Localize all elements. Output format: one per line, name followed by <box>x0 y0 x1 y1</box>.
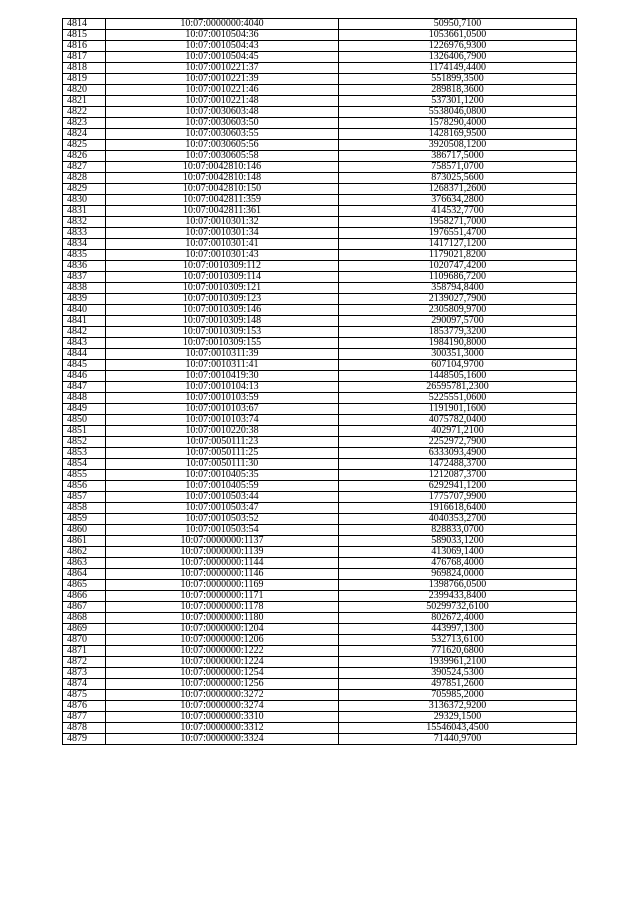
table-row <box>63 701 577 712</box>
row-number-cell: 4814 <box>63 19 106 30</box>
cadastral-number-cell: 10:07:0000000:3272 <box>106 690 339 701</box>
cadastral-number-cell: 10:07:0010103:74 <box>106 415 339 426</box>
cadastral-number-cell: 10:07:0010503:47 <box>106 503 339 514</box>
value-cell: 873025,5600 <box>339 173 577 184</box>
table-row <box>63 415 577 426</box>
table-row <box>63 162 577 173</box>
value-cell: 2399433,8400 <box>339 591 577 602</box>
value-cell: 50299732,6100 <box>339 602 577 613</box>
row-number-cell: 4824 <box>63 129 106 140</box>
table-row <box>63 668 577 679</box>
row-number-cell: 4833 <box>63 228 106 239</box>
row-number-cell: 4877 <box>63 712 106 723</box>
row-number-cell: 4823 <box>63 118 106 129</box>
table-row <box>63 151 577 162</box>
value-cell: 4040353,2700 <box>339 514 577 525</box>
table-row <box>63 239 577 250</box>
row-number-cell: 4861 <box>63 536 106 547</box>
cadastral-number-cell: 10:07:0010301:32 <box>106 217 339 228</box>
row-number-cell: 4832 <box>63 217 106 228</box>
row-number-cell: 4856 <box>63 481 106 492</box>
cadastral-number-cell: 10:07:0000000:1178 <box>106 602 339 613</box>
cadastral-number-cell: 10:07:0050111:23 <box>106 437 339 448</box>
cadastral-number-cell: 10:07:0000000:1204 <box>106 624 339 635</box>
cadastral-number-cell: 10:07:0030605:56 <box>106 140 339 151</box>
cadastral-value-table <box>62 18 577 745</box>
table-row <box>63 591 577 602</box>
value-cell: 497851,2600 <box>339 679 577 690</box>
value-cell: 6333093,4900 <box>339 448 577 459</box>
row-number-cell: 4847 <box>63 382 106 393</box>
value-cell: 1976551,4700 <box>339 228 577 239</box>
value-cell: 6292941,1200 <box>339 481 577 492</box>
value-cell: 2305809,9700 <box>339 305 577 316</box>
table-row <box>63 173 577 184</box>
value-cell: 1212087,3700 <box>339 470 577 481</box>
row-number-cell: 4876 <box>63 701 106 712</box>
value-cell: 1398766,0500 <box>339 580 577 591</box>
table-row <box>63 613 577 624</box>
table-row <box>63 558 577 569</box>
row-number-cell: 4835 <box>63 250 106 261</box>
table-row <box>63 734 577 745</box>
table-row <box>63 327 577 338</box>
row-number-cell: 4860 <box>63 525 106 536</box>
cadastral-number-cell: 10:07:0000000:3324 <box>106 734 339 745</box>
table-row <box>63 547 577 558</box>
cadastral-number-cell: 10:07:0010301:43 <box>106 250 339 261</box>
row-number-cell: 4879 <box>63 734 106 745</box>
value-cell: 71440,9700 <box>339 734 577 745</box>
table-row <box>63 624 577 635</box>
cadastral-number-cell: 10:07:0010309:114 <box>106 272 339 283</box>
cadastral-number-cell: 10:07:0010103:67 <box>106 404 339 415</box>
value-cell: 1020747,4200 <box>339 261 577 272</box>
table-row <box>63 525 577 536</box>
row-number-cell: 4820 <box>63 85 106 96</box>
row-number-cell: 4829 <box>63 184 106 195</box>
cadastral-number-cell: 10:07:0010309:148 <box>106 316 339 327</box>
cadastral-number-cell: 10:07:0010301:41 <box>106 239 339 250</box>
value-cell: 1939961,2100 <box>339 657 577 668</box>
table-row <box>63 184 577 195</box>
table-row <box>63 338 577 349</box>
value-cell: 414532,7700 <box>339 206 577 217</box>
table-row <box>63 206 577 217</box>
table-row <box>63 437 577 448</box>
value-cell: 1916618,6400 <box>339 503 577 514</box>
row-number-cell: 4845 <box>63 360 106 371</box>
row-number-cell: 4842 <box>63 327 106 338</box>
cadastral-number-cell: 10:07:0010504:43 <box>106 41 339 52</box>
table-row <box>63 30 577 41</box>
cadastral-number-cell: 10:07:0030605:58 <box>106 151 339 162</box>
cadastral-number-cell: 10:07:0000000:1169 <box>106 580 339 591</box>
cadastral-number-cell: 10:07:0010309:155 <box>106 338 339 349</box>
table-row <box>63 679 577 690</box>
row-number-cell: 4838 <box>63 283 106 294</box>
table-row <box>63 272 577 283</box>
cadastral-number-cell: 10:07:0042811:359 <box>106 195 339 206</box>
row-number-cell: 4864 <box>63 569 106 580</box>
table-row <box>63 349 577 360</box>
value-cell: 1958271,7000 <box>339 217 577 228</box>
row-number-cell: 4837 <box>63 272 106 283</box>
value-cell: 386717,5000 <box>339 151 577 162</box>
cadastral-number-cell: 10:07:0000000:1180 <box>106 613 339 624</box>
table-row <box>63 602 577 613</box>
row-number-cell: 4863 <box>63 558 106 569</box>
row-number-cell: 4846 <box>63 371 106 382</box>
table-row <box>63 426 577 437</box>
table-row <box>63 635 577 646</box>
table-row <box>63 283 577 294</box>
cadastral-number-cell: 10:07:0030603:48 <box>106 107 339 118</box>
value-cell: 2139027,7900 <box>339 294 577 305</box>
cadastral-number-cell: 10:07:0000000:1146 <box>106 569 339 580</box>
value-cell: 607104,9700 <box>339 360 577 371</box>
cadastral-number-cell: 10:07:0010503:52 <box>106 514 339 525</box>
value-cell: 358794,8400 <box>339 283 577 294</box>
cadastral-number-cell: 10:07:0000000:1137 <box>106 536 339 547</box>
table-row <box>63 470 577 481</box>
row-number-cell: 4862 <box>63 547 106 558</box>
table-row <box>63 52 577 63</box>
row-number-cell: 4871 <box>63 646 106 657</box>
value-cell: 3920508,1200 <box>339 140 577 151</box>
row-number-cell: 4866 <box>63 591 106 602</box>
cadastral-number-cell: 10:07:0010309:146 <box>106 305 339 316</box>
table-row <box>63 96 577 107</box>
table-row <box>63 492 577 503</box>
table-row <box>63 404 577 415</box>
table-row <box>63 85 577 96</box>
row-number-cell: 4873 <box>63 668 106 679</box>
cadastral-number-cell: 10:07:0000000:1144 <box>106 558 339 569</box>
table-row <box>63 723 577 734</box>
value-cell: 3136372,9200 <box>339 701 577 712</box>
row-number-cell: 4850 <box>63 415 106 426</box>
value-cell: 376634,2800 <box>339 195 577 206</box>
cadastral-number-cell: 10:07:0010504:45 <box>106 52 339 63</box>
table-row <box>63 481 577 492</box>
table-row <box>63 382 577 393</box>
table-row <box>63 63 577 74</box>
table-row <box>63 129 577 140</box>
row-number-cell: 4859 <box>63 514 106 525</box>
row-number-cell: 4843 <box>63 338 106 349</box>
table-row <box>63 503 577 514</box>
value-cell: 705985,2000 <box>339 690 577 701</box>
value-cell: 589033,1200 <box>339 536 577 547</box>
value-cell: 4075782,0400 <box>339 415 577 426</box>
cadastral-number-cell: 10:07:0010301:34 <box>106 228 339 239</box>
cadastral-number-cell: 10:07:0000000:1222 <box>106 646 339 657</box>
row-number-cell: 4869 <box>63 624 106 635</box>
table-row <box>63 316 577 327</box>
value-cell: 29329,1500 <box>339 712 577 723</box>
cadastral-number-cell: 10:07:0042811:361 <box>106 206 339 217</box>
row-number-cell: 4827 <box>63 162 106 173</box>
row-number-cell: 4865 <box>63 580 106 591</box>
row-number-cell: 4874 <box>63 679 106 690</box>
value-cell: 828833,0700 <box>339 525 577 536</box>
value-cell: 300351,3000 <box>339 349 577 360</box>
row-number-cell: 4867 <box>63 602 106 613</box>
table-row <box>63 107 577 118</box>
value-cell: 1428169,9500 <box>339 129 577 140</box>
row-number-cell: 4870 <box>63 635 106 646</box>
cadastral-number-cell: 10:07:0010221:46 <box>106 85 339 96</box>
table-row <box>63 217 577 228</box>
value-cell: 1775707,9900 <box>339 492 577 503</box>
table-row <box>63 250 577 261</box>
row-number-cell: 4872 <box>63 657 106 668</box>
cadastral-number-cell: 10:07:0000000:3310 <box>106 712 339 723</box>
value-cell: 802672,4000 <box>339 613 577 624</box>
row-number-cell: 4868 <box>63 613 106 624</box>
cadastral-number-cell: 10:07:0000000:3274 <box>106 701 339 712</box>
row-number-cell: 4815 <box>63 30 106 41</box>
value-cell: 476768,4000 <box>339 558 577 569</box>
value-cell: 289818,3600 <box>339 85 577 96</box>
row-number-cell: 4818 <box>63 63 106 74</box>
cadastral-number-cell: 10:07:0050111:30 <box>106 459 339 470</box>
table-body <box>63 19 577 745</box>
cadastral-number-cell: 10:07:0000000:1171 <box>106 591 339 602</box>
cadastral-number-cell: 10:07:0000000:4040 <box>106 19 339 30</box>
value-cell: 2252972,7900 <box>339 437 577 448</box>
cadastral-number-cell: 10:07:0010309:112 <box>106 261 339 272</box>
value-cell: 1053661,0500 <box>339 30 577 41</box>
table-row <box>63 360 577 371</box>
table-row <box>63 74 577 85</box>
table-row <box>63 580 577 591</box>
cadastral-number-cell: 10:07:0030603:50 <box>106 118 339 129</box>
cadastral-number-cell: 10:07:0010311:39 <box>106 349 339 360</box>
value-cell: 413069,1400 <box>339 547 577 558</box>
cadastral-number-cell: 10:07:0010503:54 <box>106 525 339 536</box>
row-number-cell: 4826 <box>63 151 106 162</box>
table-row <box>63 228 577 239</box>
row-number-cell: 4854 <box>63 459 106 470</box>
cadastral-number-cell: 10:07:0010104:13 <box>106 382 339 393</box>
value-cell: 1326406,7900 <box>339 52 577 63</box>
cadastral-number-cell: 10:07:0010419:30 <box>106 371 339 382</box>
row-number-cell: 4857 <box>63 492 106 503</box>
cadastral-number-cell: 10:07:0010221:37 <box>106 63 339 74</box>
table-row <box>63 657 577 668</box>
value-cell: 969824,0000 <box>339 569 577 580</box>
value-cell: 551899,3500 <box>339 74 577 85</box>
cadastral-number-cell: 10:07:0010311:41 <box>106 360 339 371</box>
row-number-cell: 4851 <box>63 426 106 437</box>
row-number-cell: 4828 <box>63 173 106 184</box>
row-number-cell: 4849 <box>63 404 106 415</box>
row-number-cell: 4844 <box>63 349 106 360</box>
table-row <box>63 569 577 580</box>
cadastral-number-cell: 10:07:0010309:121 <box>106 283 339 294</box>
cadastral-number-cell: 10:07:0030603:55 <box>106 129 339 140</box>
row-number-cell: 4853 <box>63 448 106 459</box>
value-cell: 537301,1200 <box>339 96 577 107</box>
table-row <box>63 393 577 404</box>
value-cell: 5225551,0600 <box>339 393 577 404</box>
row-number-cell: 4830 <box>63 195 106 206</box>
table-row <box>63 448 577 459</box>
row-number-cell: 4841 <box>63 316 106 327</box>
cadastral-number-cell: 10:07:0000000:1206 <box>106 635 339 646</box>
table-row <box>63 19 577 30</box>
table-row <box>63 195 577 206</box>
row-number-cell: 4875 <box>63 690 106 701</box>
cadastral-number-cell: 10:07:0050111:25 <box>106 448 339 459</box>
value-cell: 50950,7100 <box>339 19 577 30</box>
table-row <box>63 712 577 723</box>
value-cell: 1448505,1600 <box>339 371 577 382</box>
row-number-cell: 4855 <box>63 470 106 481</box>
cadastral-number-cell: 10:07:0010220:38 <box>106 426 339 437</box>
row-number-cell: 4848 <box>63 393 106 404</box>
row-number-cell: 4821 <box>63 96 106 107</box>
cadastral-number-cell: 10:07:0010405:35 <box>106 470 339 481</box>
cadastral-number-cell: 10:07:0000000:1256 <box>106 679 339 690</box>
value-cell: 1226976,9300 <box>339 41 577 52</box>
cadastral-number-cell: 10:07:0010221:48 <box>106 96 339 107</box>
row-number-cell: 4852 <box>63 437 106 448</box>
cadastral-number-cell: 10:07:0010309:123 <box>106 294 339 305</box>
row-number-cell: 4878 <box>63 723 106 734</box>
value-cell: 1109686,7200 <box>339 272 577 283</box>
value-cell: 758571,0700 <box>339 162 577 173</box>
table-row <box>63 140 577 151</box>
table-row <box>63 690 577 701</box>
value-cell: 26595781,2300 <box>339 382 577 393</box>
value-cell: 1578290,4000 <box>339 118 577 129</box>
value-cell: 1417127,1200 <box>339 239 577 250</box>
value-cell: 1174149,4400 <box>339 63 577 74</box>
row-number-cell: 4836 <box>63 261 106 272</box>
cadastral-number-cell: 10:07:0042810:150 <box>106 184 339 195</box>
value-cell: 1268371,2600 <box>339 184 577 195</box>
cadastral-number-cell: 10:07:0010309:153 <box>106 327 339 338</box>
value-cell: 402971,2100 <box>339 426 577 437</box>
row-number-cell: 4819 <box>63 74 106 85</box>
value-cell: 1853779,3200 <box>339 327 577 338</box>
row-number-cell: 4840 <box>63 305 106 316</box>
cadastral-number-cell: 10:07:0000000:3312 <box>106 723 339 734</box>
row-number-cell: 4831 <box>63 206 106 217</box>
value-cell: 532713,6100 <box>339 635 577 646</box>
value-cell: 1191901,1600 <box>339 404 577 415</box>
value-cell: 443997,1300 <box>339 624 577 635</box>
value-cell: 1179021,8200 <box>339 250 577 261</box>
row-number-cell: 4825 <box>63 140 106 151</box>
table-row <box>63 305 577 316</box>
value-cell: 5538046,0800 <box>339 107 577 118</box>
row-number-cell: 4822 <box>63 107 106 118</box>
cadastral-number-cell: 10:07:0000000:1139 <box>106 547 339 558</box>
cadastral-number-cell: 10:07:0010103:59 <box>106 393 339 404</box>
cadastral-number-cell: 10:07:0010221:39 <box>106 74 339 85</box>
cadastral-number-cell: 10:07:0010503:44 <box>106 492 339 503</box>
cadastral-number-cell: 10:07:0000000:1254 <box>106 668 339 679</box>
table-row <box>63 261 577 272</box>
table-row <box>63 41 577 52</box>
cadastral-number-cell: 10:07:0010504:36 <box>106 30 339 41</box>
cadastral-number-cell: 10:07:0010405:59 <box>106 481 339 492</box>
table-row <box>63 371 577 382</box>
row-number-cell: 4834 <box>63 239 106 250</box>
row-number-cell: 4858 <box>63 503 106 514</box>
cadastral-number-cell: 10:07:0042810:146 <box>106 162 339 173</box>
value-cell: 290097,5700 <box>339 316 577 327</box>
value-cell: 771620,6800 <box>339 646 577 657</box>
table-row <box>63 459 577 470</box>
table-row <box>63 294 577 305</box>
value-cell: 1472488,3700 <box>339 459 577 470</box>
cadastral-number-cell: 10:07:0042810:148 <box>106 173 339 184</box>
value-cell: 1984190,8000 <box>339 338 577 349</box>
table-row <box>63 536 577 547</box>
table-row <box>63 118 577 129</box>
row-number-cell: 4817 <box>63 52 106 63</box>
row-number-cell: 4816 <box>63 41 106 52</box>
table-row <box>63 514 577 525</box>
value-cell: 390524,5300 <box>339 668 577 679</box>
table-row <box>63 646 577 657</box>
value-cell: 15546043,4500 <box>339 723 577 734</box>
cadastral-number-cell: 10:07:0000000:1224 <box>106 657 339 668</box>
row-number-cell: 4839 <box>63 294 106 305</box>
